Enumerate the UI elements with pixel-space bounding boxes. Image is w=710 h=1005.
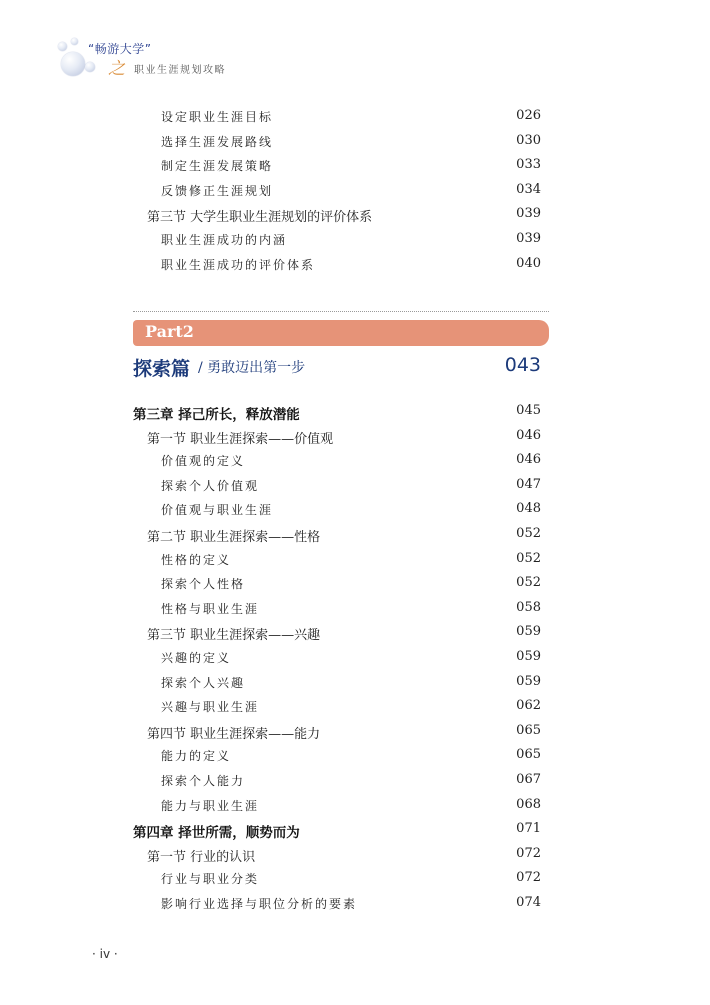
part-page-number: 043 [504,354,541,376]
bubble-decoration-icon [71,38,78,45]
bubble-decoration-icon [61,52,85,76]
toc-entry-page: 026 [516,108,541,123]
toc-subsection-entry [0,477,710,501]
toc-subsection-entry [0,231,710,255]
toc-entry-page: 071 [516,821,541,837]
toc-subsection-entry [0,452,710,476]
toc-subsection-entry [0,772,710,796]
toc-entry-title: 第四章 择世所需，顺势而为 [133,825,300,842]
toc-entry-page: 046 [516,427,541,443]
dotted-divider [133,311,549,312]
toc-entry-title: 兴趣与职业生涯 [161,700,260,715]
toc-entry-page: 067 [516,772,541,787]
toc-subsection-entry [0,133,710,157]
part-label: Part2 [145,322,194,341]
toc-subsection-entry [0,157,710,181]
toc-subsection-entry [0,182,710,206]
book-series-zhi: 之 [108,59,125,79]
toc-entry-title: 设定职业生涯目标 [161,110,274,124]
toc-entry-title: 兴趣的定义 [161,651,232,665]
toc-subsection-entry [0,797,710,821]
toc-entry-title: 能力与职业生涯 [161,798,260,813]
toc-subsection-entry [0,895,710,919]
toc-entry-page: 046 [516,452,541,468]
toc-entry-title: 行业与职业分类 [161,872,260,887]
toc-entry-title: 探索个人能力 [161,774,246,788]
toc-entry-title: 价值观与职业生涯 [161,503,274,518]
toc-entry-title: 能力的定义 [161,749,232,764]
toc-entry-title: 制定生涯发展策略 [161,159,274,174]
toc-entry-page: 039 [516,206,541,222]
toc-subsection-entry [0,256,710,280]
toc-section-entry [0,206,710,230]
toc-entry-page: 052 [516,575,541,591]
toc-entry-title: 性格与职业生涯 [161,601,260,616]
toc-entry-page: 052 [516,526,541,541]
toc-chapter-entry [0,821,710,845]
toc-chapter-entry [0,403,710,427]
toc-entry-page: 048 [516,501,541,517]
toc-entry-page: 074 [516,895,541,910]
toc-entry-page: 045 [516,403,541,418]
toc-entry-title: 第三章 择己所长，释放潜能 [133,407,300,423]
bubble-decoration-icon [85,62,95,72]
toc-entry-title: 探索个人性格 [161,577,246,592]
toc-entry-page: 059 [516,673,541,689]
book-series-logo [58,36,248,84]
toc-entry-title: 影响行业选择与职位分析的要素 [161,897,358,911]
toc-entry-title: 探索个人兴趣 [161,675,246,690]
toc-entry-title: 反馈修正生涯规划 [161,183,274,198]
toc-entry-page: 062 [516,698,541,714]
page-number-footer: · iv · [92,947,118,961]
toc-section-entry [0,428,710,452]
toc-entry-page: 052 [516,550,541,566]
toc-subsection-entry [0,575,710,599]
toc-entry-title: 职业生涯成功的内涵 [161,233,288,247]
toc-entry-page: 030 [516,132,541,148]
toc-entry-title: 价值观的定义 [161,454,246,469]
toc-subsection-entry [0,698,710,722]
toc-entry-page: 068 [516,796,541,812]
toc-subsection-entry [0,600,710,624]
toc-entry-title: 选择生涯发展路线 [161,134,274,149]
book-series-subtitle: 职业生涯规划攻略 [134,65,226,76]
toc-entry-title: 第四节 职业生涯探索——能力 [147,726,321,742]
toc-entry-title: 探索个人价值观 [161,478,260,493]
toc-entry-page: 040 [516,255,541,271]
toc-entry-page: 065 [516,747,541,763]
toc-subsection-entry [0,674,710,698]
toc-entry-page: 059 [516,649,541,664]
toc-entry-title: 第二节 职业生涯探索——性格 [147,530,321,545]
toc-section-entry [0,526,710,550]
toc-section-entry [0,846,710,870]
toc-entry-page: 072 [516,870,541,886]
toc-entry-title: 职业生涯成功的评价体系 [161,257,316,272]
toc-subsection-entry [0,551,710,575]
part-title: 探索篇 [133,358,191,380]
toc-section-entry [0,723,710,747]
part-banner [133,320,549,346]
toc-entry-page: 059 [516,624,541,640]
toc-entry-title: 第三节 职业生涯探索——兴趣 [147,628,321,644]
toc-entry-title: 第一节 职业生涯探索——价值观 [147,431,334,447]
toc-entry-page: 033 [516,157,541,173]
part-subtitle: / 勇敢迈出第一步 [198,360,306,376]
toc-entry-page: 072 [516,845,541,861]
toc-entry-page: 034 [516,181,541,197]
toc-entry-page: 058 [516,599,541,615]
toc-entry-page: 047 [516,476,541,492]
toc-entry-title: 第三节 大学生职业生涯规划的评价体系 [147,210,373,226]
bubble-decoration-icon [58,42,67,51]
toc-subsection-entry [0,870,710,894]
toc-section-entry [0,624,710,648]
toc-entry-page: 065 [516,722,541,738]
toc-entry-page: 039 [516,231,541,246]
toc-entry-title: 第一节 行业的认识 [147,849,256,865]
book-series-title: “畅游大学” [88,42,152,56]
toc-subsection-entry [0,747,710,771]
toc-entry-title: 性格的定义 [161,552,232,567]
toc-subsection-entry [0,649,710,673]
toc-subsection-entry [0,108,710,132]
toc-subsection-entry [0,501,710,525]
